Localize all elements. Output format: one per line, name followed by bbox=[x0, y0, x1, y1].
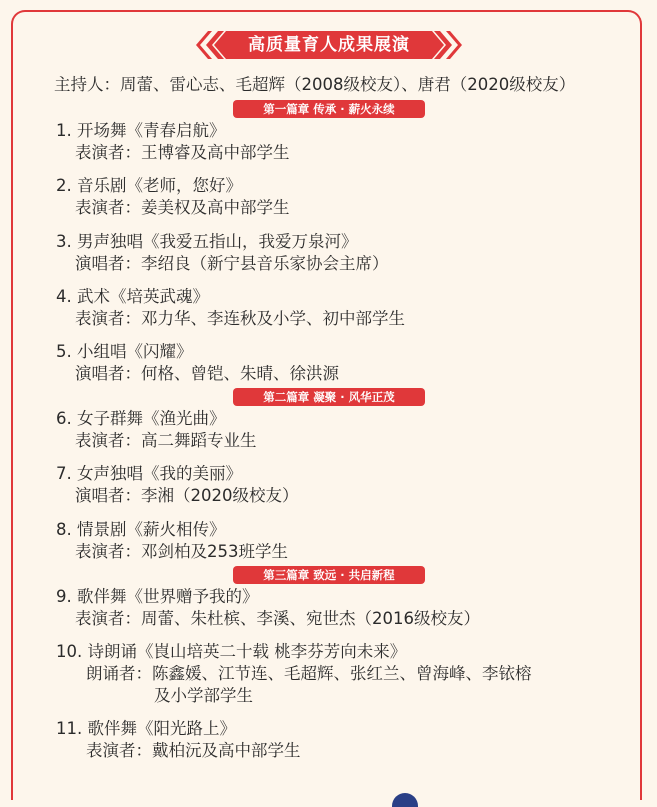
program-item bbox=[56, 641, 636, 707]
program-title: 11. 歌伴舞《阳光路上》 bbox=[56, 719, 236, 738]
program-item bbox=[56, 408, 636, 452]
program-item bbox=[56, 120, 636, 164]
program-performers: 表演者：姜美权及高中部学生 bbox=[75, 198, 290, 217]
program-item bbox=[56, 175, 636, 219]
program-item bbox=[56, 463, 636, 507]
banner-title: 高质量育人成果展演 bbox=[248, 35, 410, 55]
program-performers: 演唱者：李湘（2020级校友） bbox=[75, 486, 299, 505]
program-item bbox=[56, 586, 636, 630]
program-item bbox=[56, 231, 636, 275]
program-performers: 表演者：王博睿及高中部学生 bbox=[75, 143, 290, 162]
program-title: 4. 武术《培英武魂》 bbox=[56, 287, 209, 306]
program-performers: 表演者：邓剑柏及253班学生 bbox=[75, 542, 288, 561]
program-title: 3. 男声独唱《我爱五指山，我爱万泉河》 bbox=[56, 232, 358, 251]
section-2-header: 第二篇章 凝聚 · 风华正茂 bbox=[233, 388, 425, 406]
program-item bbox=[56, 718, 636, 762]
hosts-line: 主持人：周蕾、雷心志、毛超辉（2008级校友）、唐君（2020级校友） bbox=[54, 75, 576, 94]
program-item bbox=[56, 286, 636, 330]
program-title: 8. 情景剧《薪火相传》 bbox=[56, 520, 226, 539]
program-performers: 朗诵者：陈鑫媛、江节连、毛超辉、张红兰、曾海峰、李铱榕 bbox=[86, 664, 532, 683]
section-3-header: 第三篇章 致远 · 共启新程 bbox=[233, 566, 425, 584]
program-title: 1. 开场舞《青春启航》 bbox=[56, 121, 226, 140]
section-1-header: 第一篇章 传承 · 薪火永续 bbox=[233, 100, 425, 118]
program-title: 7. 女声独唱《我的美丽》 bbox=[56, 464, 242, 483]
program-performers: 表演者：周蕾、朱杜槟、李溪、宛世杰（2016级校友） bbox=[75, 609, 480, 628]
program-title: 2. 音乐剧《老师，您好》 bbox=[56, 176, 242, 195]
program-performers-continued: 及小学部学生 bbox=[154, 686, 253, 705]
program-performers: 演唱者：何格、曾铠、朱晴、徐洪源 bbox=[75, 364, 339, 383]
program-item bbox=[56, 519, 636, 563]
program-performers: 表演者：戴柏沅及高中部学生 bbox=[86, 741, 301, 760]
title-banner bbox=[190, 29, 468, 61]
program-title: 9. 歌伴舞《世界赠予我的》 bbox=[56, 587, 259, 606]
program-performers: 表演者：高二舞蹈专业生 bbox=[75, 431, 257, 450]
program-title: 6. 女子群舞《渔光曲》 bbox=[56, 409, 226, 428]
program-title: 5. 小组唱《闪耀》 bbox=[56, 342, 193, 361]
program-item bbox=[56, 341, 636, 385]
program-title: 10. 诗朗诵《崀山培英二十载 桃李芬芳向未来》 bbox=[56, 642, 407, 661]
program-performers: 表演者：邓力华、李连秋及小学、初中部学生 bbox=[75, 309, 405, 328]
program-performers: 演唱者：李绍良（新宁县音乐家协会主席） bbox=[75, 254, 389, 273]
